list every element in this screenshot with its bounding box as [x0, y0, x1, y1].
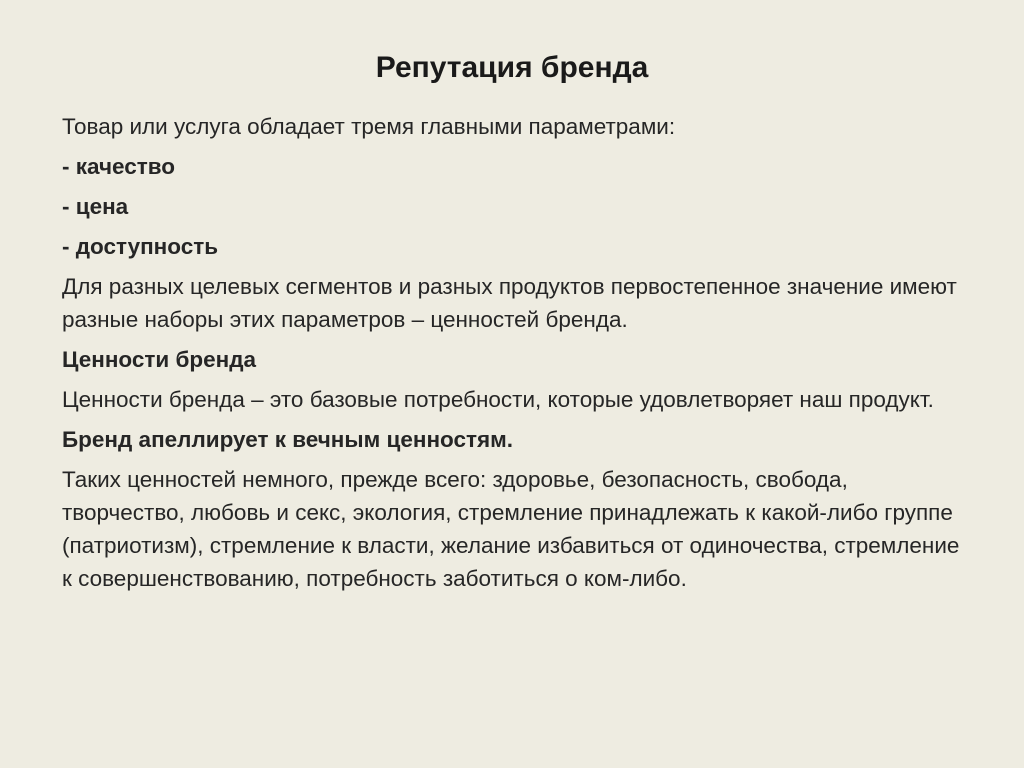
brand-values-definition: Ценности бренда – это базовые потребности, которые удовлетворяет наш продукт.	[62, 387, 934, 412]
slide-body	[62, 110, 972, 602]
eternal-values-statement: Бренд апеллирует к вечным ценностям.	[62, 427, 514, 452]
values-list-paragraph: Таких ценностей немного, прежде всего: здоровье, безопасность, свобода, творчество, любовь и секс, экология, стремление принадлежать к какой-либо группе (патриотизм), стремление к власти, желание избавиться от одиночества, стремление к совершенствованию, потребность заботиться о ком-либо.	[62, 467, 960, 591]
param-price: - цена	[62, 194, 129, 219]
param-availability: - доступность	[62, 234, 219, 259]
brand-values-heading: Ценности бренда	[62, 347, 257, 372]
intro-paragraph: Товар или услуга обладает тремя главными параметрами:	[62, 114, 676, 139]
segments-paragraph: Для разных целевых сегментов и разных продуктов первостепенное значение имеют разные наборы этих параметров – ценностей бренда.	[62, 274, 957, 332]
slide-title: Репутация бренда	[375, 51, 649, 84]
param-quality: - качество	[62, 154, 176, 179]
